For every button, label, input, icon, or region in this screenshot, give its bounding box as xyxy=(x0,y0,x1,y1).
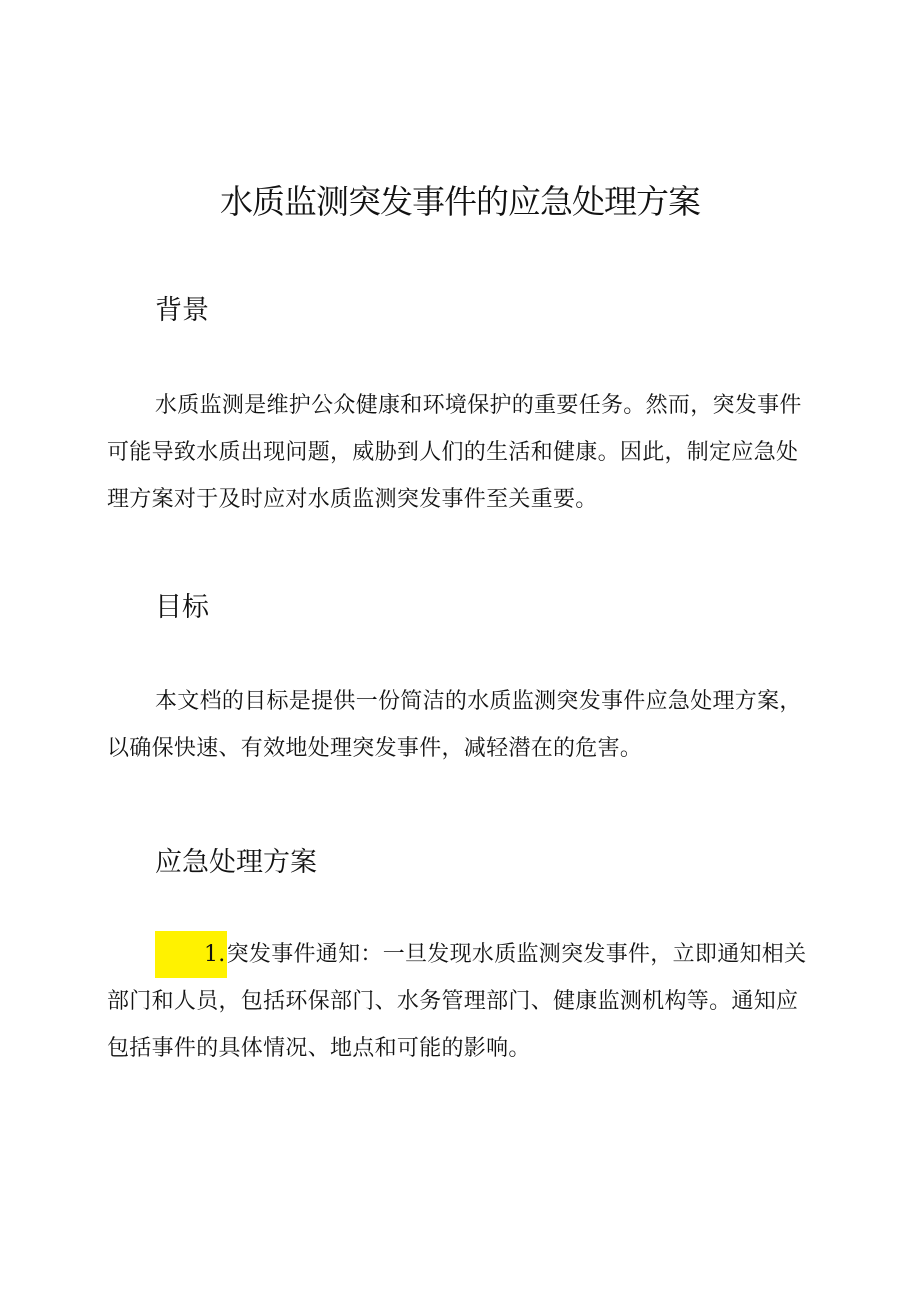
document-title: 水质监测突发事件的应急处理方案 xyxy=(220,182,700,221)
goal-paragraph: 本文档的目标是提供一份简洁的水质监测突发事件应急处理方案，以确保快速、有效地处理突发事件，减轻潜在的危害。 xyxy=(107,689,802,761)
section-heading-goal: 目标 xyxy=(155,592,209,623)
section-heading-plan: 应急处理方案 xyxy=(155,847,317,878)
list-item-number: 1. xyxy=(155,931,227,978)
section-heading-background: 背景 xyxy=(155,295,209,326)
plan-list-item xyxy=(107,931,819,1072)
background-paragraph: 水质监测是维护公众健康和环境保护的重要任务。然而，突发事件可能导致水质出现问题，威胁到人们的生活和健康。因此，制定应急处理方案对于及时应对水质监测突发事件至关重要。 xyxy=(107,393,802,512)
list-item-text: 突发事件通知：一旦发现水质监测突发事件，立即通知相关部门和人员，包括环保部门、水务管理部门、健康监测机构等。通知应包括事件的具体情况、地点和可能的影响。 xyxy=(107,942,807,1061)
